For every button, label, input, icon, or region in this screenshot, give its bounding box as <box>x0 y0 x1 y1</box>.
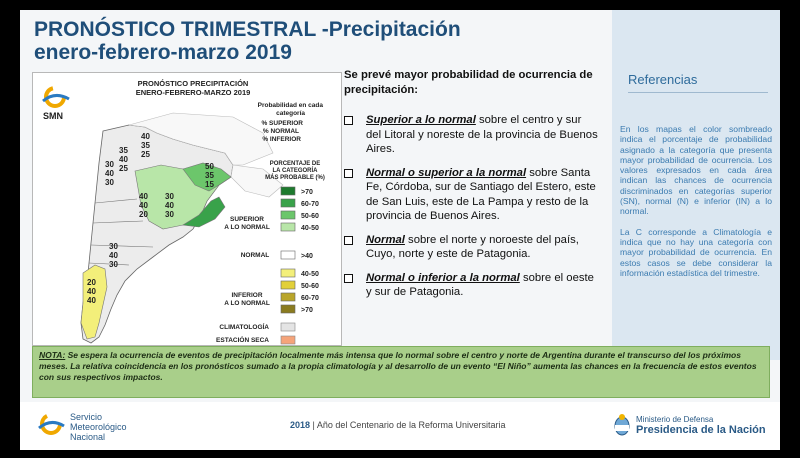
summary-item-bold: Normal o inferior a la normal <box>366 271 520 284</box>
value-cuyo-3: 30 <box>165 210 174 219</box>
value-patagonia-n-1: 30 <box>109 242 118 251</box>
summary-item-text: sobre el centro y sur del Litoral y noreste de la provincia de Buenos Aires. <box>366 114 598 155</box>
legend-group-inferior-2: A LO NORMAL <box>224 300 270 307</box>
legend-inferior-swatch-2 <box>281 293 295 301</box>
legend-superior-swatch-2 <box>281 211 295 219</box>
checkbox-icon <box>344 169 353 178</box>
legend-inferior <box>281 269 319 314</box>
footer-org-line-3: Nacional <box>70 432 106 442</box>
legend-estacion-seca-label: ESTACIÓN SECA <box>216 337 269 344</box>
value-cuyo-2: 40 <box>165 201 174 210</box>
summary-item-text: sobre el norte y noroeste del país, Cuyo, norte y este de Patagonia. <box>366 233 579 260</box>
value-patagonia-s-3: 40 <box>87 296 96 305</box>
references-body <box>620 124 772 288</box>
value-center-2: 40 <box>139 201 148 210</box>
smn-footer-logo-icon <box>36 410 66 440</box>
slide <box>20 10 780 450</box>
references-paragraph-1: En los mapas el color sombreado indica el porcentaje de probabilidad asignado a la categoría que presenta mayor probabilidad de ocurrencia. Los valores expresados en cada área indican las chances de ocurrencia discriminados en categorías superior (SN), normal (N) e inferior (IN) a lo normal. <box>620 124 772 217</box>
legend-inferior-swatch-0 <box>281 269 295 277</box>
footer <box>20 402 780 450</box>
map-title-line-2: ENERO-FEBRERO-MARZO 2019 <box>135 88 251 97</box>
map-logo-text: SMN <box>43 111 63 121</box>
coat-of-arms-icon <box>612 412 632 438</box>
summary-item-text: sobre Santa Fe, Córdoba, sur de Santiago del Estero, este de San Luis, este de La Pampa y resto de la provincia de Buenos Aires. <box>366 166 596 222</box>
value-north-1: 40 <box>141 132 150 141</box>
footer-centenary <box>290 420 505 430</box>
value-nw-2: 40 <box>119 155 128 164</box>
note-box <box>32 346 770 398</box>
note-text: Se espera la ocurrencia de eventos de precipitación localmente más intensa que lo normal sobre el centro y norte de Argentina durante el transcurso del los próximos meses. La relativa coincidencia en los pronósticos sumado a la propia climatología y al desarrollo de un evento “El Niño” aumenta las chances en la frecuencia de estos eventos con sus respectivos impactos. <box>39 350 757 382</box>
legend-superior-label-2: 50-60 <box>301 213 319 220</box>
legend-superior-swatch-3 <box>281 223 295 231</box>
value-center-1: 40 <box>139 192 148 201</box>
summary-item-normal <box>344 233 598 262</box>
ministry-label: Ministerio de Defensa <box>636 415 714 424</box>
references-title: Referencias <box>628 72 768 93</box>
legend-inferior-label-1: 50-60 <box>301 283 319 290</box>
prob-norm: % NORMAL <box>262 128 299 135</box>
value-patagonia-n-3: 30 <box>109 260 118 269</box>
legend-header-line-3: MÁS PROBABLE (%) <box>265 175 325 181</box>
summary-item-text: sobre el oeste y sur de Patagonia. <box>366 271 594 298</box>
presidency-label: Presidencia de la Nación <box>636 424 766 436</box>
legend-group-superior-1: SUPERIOR <box>230 216 264 223</box>
prob-sup: % SUPERIOR <box>261 120 303 127</box>
value-nw-3: 25 <box>119 164 128 173</box>
value-nw2-2: 40 <box>105 169 114 178</box>
checkbox-icon <box>344 274 353 283</box>
map-title-line-1: PRONÓSTICO PRECIPITACIÓN <box>137 79 249 88</box>
legend-inferior-label-3: >70 <box>301 307 313 314</box>
legend-group-inferior-1: INFERIOR <box>231 292 263 299</box>
references-paragraph-2: La C corresponde a Climatología e indica que no hay una categoría con mayor probabilidad de ocurrencia. En estos casos se debe considerar la información estadística del trimestre. <box>620 226 772 278</box>
forecast-map <box>32 72 342 346</box>
value-center-3: 20 <box>139 210 148 219</box>
value-patagonia-s-2: 40 <box>87 287 96 296</box>
forecast-map-svg <box>33 73 343 347</box>
legend-superior-label-0: >70 <box>301 189 313 196</box>
legend-superior-swatch-1 <box>281 199 295 207</box>
legend-estacion-seca-swatch <box>281 336 295 344</box>
prob-header-line-1: Probabilidad en cada <box>257 102 323 109</box>
value-ne-1: 50 <box>205 162 214 171</box>
legend-superior-label-1: 60-70 <box>301 201 319 208</box>
footer-org-line-1: Servicio <box>70 412 103 422</box>
legend-superior-swatch-0 <box>281 187 295 195</box>
summary-item-normal-superior <box>344 166 598 224</box>
value-north-3: 25 <box>141 150 150 159</box>
checkbox-icon <box>344 116 353 125</box>
checkbox-icon <box>344 236 353 245</box>
value-nw-1: 35 <box>119 146 128 155</box>
legend-group-normal: NORMAL <box>240 252 270 259</box>
legend-climatologia-label: CLIMATOLOGÍA <box>219 324 269 331</box>
legend-superior-label-3: 40-50 <box>301 225 319 232</box>
legend-header-line-1: PORCENTAJE DE <box>269 161 321 167</box>
value-north-2: 35 <box>141 141 150 150</box>
legend-group-superior-2: A LO NORMAL <box>224 224 270 231</box>
summary-intro: Se prevé mayor probabilidad de ocurrencia de precipitación: <box>344 69 593 96</box>
value-ne-3: 15 <box>205 180 214 189</box>
forecast-summary <box>344 68 598 309</box>
value-nw2-3: 30 <box>105 178 114 187</box>
legend-normal-swatch <box>281 251 295 259</box>
legend-superior <box>281 187 319 232</box>
value-nw2-1: 30 <box>105 160 114 169</box>
value-cuyo-1: 30 <box>165 192 174 201</box>
title-line-1: PRONÓSTICO TRIMESTRAL -Precipitación <box>34 18 461 41</box>
note-lead: NOTA: <box>39 350 66 360</box>
legend-inferior-swatch-3 <box>281 305 295 313</box>
footer-year: 2018 <box>290 420 311 430</box>
legend-normal-label: >40 <box>301 253 313 260</box>
summary-item-bold: Normal o superior a la normal <box>366 166 527 179</box>
legend-inferior-swatch-1 <box>281 281 295 289</box>
summary-item-bold: Normal <box>366 233 405 246</box>
summary-item-bold: Superior a lo normal <box>366 114 476 126</box>
footer-org-line-2: Meteorológico <box>70 422 127 432</box>
legend-climatologia-swatch <box>281 323 295 331</box>
legend-header-line-2: LA CATEGORÍA <box>272 168 318 174</box>
value-patagonia-s-1: 20 <box>87 278 96 287</box>
government-label <box>636 414 766 436</box>
summary-item-normal-inferior <box>344 271 598 300</box>
argentina-outline <box>81 125 233 343</box>
footer-centenary-text: | Año del Centenario de la Reforma Universitaria <box>310 420 506 430</box>
value-ne-2: 35 <box>205 171 214 180</box>
prob-inf: % INFERIOR <box>262 136 301 143</box>
summary-list <box>344 113 598 300</box>
prob-header-line-2: categoría <box>276 110 305 117</box>
legend-inferior-label-0: 40-50 <box>301 271 319 278</box>
page-title <box>34 18 604 64</box>
smn-logo-icon <box>43 88 69 106</box>
value-patagonia-n-2: 40 <box>109 251 118 260</box>
footer-org-name <box>70 412 127 442</box>
title-line-2: enero-febrero-marzo 2019 <box>34 41 292 64</box>
legend-inferior-label-2: 60-70 <box>301 295 319 302</box>
summary-item-superior <box>344 113 598 157</box>
